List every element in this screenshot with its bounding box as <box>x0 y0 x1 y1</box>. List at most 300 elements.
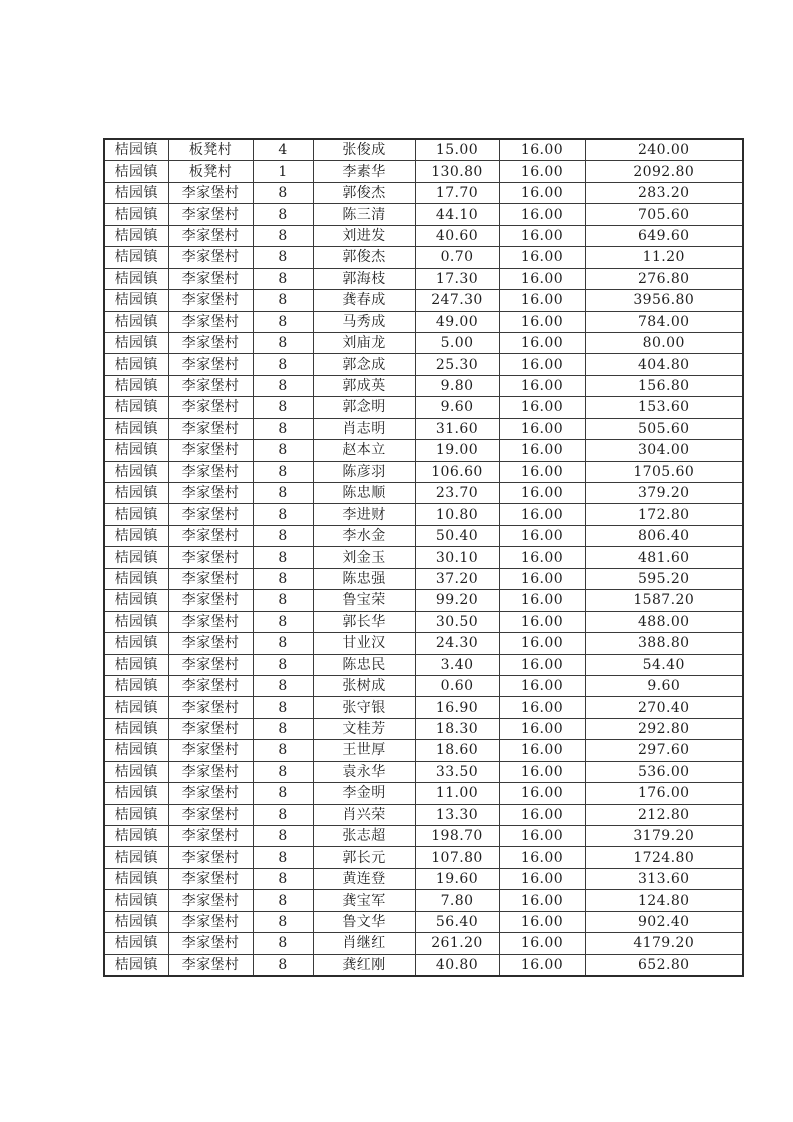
table-cell-town: 桔园镇 <box>104 633 168 654</box>
table-cell-town: 桔园镇 <box>104 611 168 632</box>
table-cell-rate: 16.00 <box>499 440 585 461</box>
table-row <box>104 740 743 761</box>
table-cell-amount: 2092.80 <box>585 161 743 182</box>
table-row <box>104 847 743 868</box>
table-cell-village: 李家堡村 <box>168 290 253 311</box>
table-cell-quantity: 40.80 <box>415 954 499 976</box>
table-cell-village: 李家堡村 <box>168 354 253 375</box>
table-cell-village: 李家堡村 <box>168 461 253 482</box>
table-cell-rate: 16.00 <box>499 933 585 954</box>
table-cell-name: 李进财 <box>313 504 415 525</box>
table-cell-name: 陈三清 <box>313 204 415 225</box>
table-cell-amount: 1724.80 <box>585 847 743 868</box>
table-cell-quantity: 56.40 <box>415 911 499 932</box>
table-cell-name: 马秀成 <box>313 311 415 332</box>
table-cell-name: 刘金玉 <box>313 547 415 568</box>
table-cell-rate: 16.00 <box>499 804 585 825</box>
table-cell-name: 鲁宝荣 <box>313 590 415 611</box>
table-cell-village: 李家堡村 <box>168 483 253 504</box>
table-cell-village: 李家堡村 <box>168 847 253 868</box>
table-row <box>104 504 743 525</box>
table-cell-amount: 292.80 <box>585 718 743 739</box>
table-cell-name: 肖继红 <box>313 933 415 954</box>
table-cell-name: 龚春成 <box>313 290 415 311</box>
table-cell-quantity: 107.80 <box>415 847 499 868</box>
table-cell-quantity: 33.50 <box>415 761 499 782</box>
table-cell-rate: 16.00 <box>499 568 585 589</box>
table-cell-group: 8 <box>253 633 313 654</box>
table-cell-group: 8 <box>253 525 313 546</box>
table-cell-amount: 153.60 <box>585 397 743 418</box>
table-cell-name: 文桂芳 <box>313 718 415 739</box>
table-cell-village: 李家堡村 <box>168 890 253 911</box>
table-cell-town: 桔园镇 <box>104 783 168 804</box>
table-cell-group: 8 <box>253 568 313 589</box>
table-cell-town: 桔园镇 <box>104 204 168 225</box>
table-cell-rate: 16.00 <box>499 954 585 976</box>
table-cell-rate: 16.00 <box>499 868 585 889</box>
table-cell-quantity: 13.30 <box>415 804 499 825</box>
table-cell-name: 陈忠强 <box>313 568 415 589</box>
table-cell-amount: 505.60 <box>585 418 743 439</box>
table-cell-name: 肖兴荣 <box>313 804 415 825</box>
table-cell-town: 桔园镇 <box>104 182 168 203</box>
table-cell-group: 8 <box>253 461 313 482</box>
table-cell-rate: 16.00 <box>499 204 585 225</box>
table-cell-rate: 16.00 <box>499 547 585 568</box>
table-cell-village: 李家堡村 <box>168 718 253 739</box>
table-cell-village: 李家堡村 <box>168 933 253 954</box>
table-row <box>104 783 743 804</box>
table-cell-amount: 3956.80 <box>585 290 743 311</box>
table-cell-quantity: 5.00 <box>415 332 499 353</box>
table-cell-town: 桔园镇 <box>104 697 168 718</box>
table-cell-group: 8 <box>253 654 313 675</box>
table-cell-group: 8 <box>253 204 313 225</box>
table-cell-town: 桔园镇 <box>104 590 168 611</box>
table-cell-group: 8 <box>253 675 313 696</box>
table-cell-quantity: 30.10 <box>415 547 499 568</box>
table-cell-group: 8 <box>253 397 313 418</box>
table-cell-name: 龚红刚 <box>313 954 415 976</box>
table-cell-amount: 124.80 <box>585 890 743 911</box>
table-cell-group: 8 <box>253 504 313 525</box>
table-cell-group: 8 <box>253 247 313 268</box>
table-row <box>104 697 743 718</box>
table-cell-rate: 16.00 <box>499 675 585 696</box>
table-row <box>104 418 743 439</box>
table-cell-amount: 388.80 <box>585 633 743 654</box>
table-cell-town: 桔园镇 <box>104 568 168 589</box>
table-cell-village: 李家堡村 <box>168 761 253 782</box>
table-cell-rate: 16.00 <box>499 718 585 739</box>
table-cell-name: 刘庙龙 <box>313 332 415 353</box>
table-cell-village: 李家堡村 <box>168 826 253 847</box>
table-cell-town: 桔园镇 <box>104 504 168 525</box>
table-cell-group: 8 <box>253 483 313 504</box>
table-cell-name: 陈忠顺 <box>313 483 415 504</box>
table-cell-group: 8 <box>253 290 313 311</box>
table-cell-group: 8 <box>253 783 313 804</box>
table-cell-name: 郭海枝 <box>313 268 415 289</box>
table-cell-quantity: 130.80 <box>415 161 499 182</box>
table-cell-amount: 784.00 <box>585 311 743 332</box>
table-cell-town: 桔园镇 <box>104 740 168 761</box>
table-cell-name: 王世厚 <box>313 740 415 761</box>
table-cell-rate: 16.00 <box>499 590 585 611</box>
table-cell-name: 陈忠民 <box>313 654 415 675</box>
table-cell-village: 李家堡村 <box>168 375 253 396</box>
table-cell-amount: 1705.60 <box>585 461 743 482</box>
table-cell-name: 郭俊杰 <box>313 182 415 203</box>
table-cell-village: 李家堡村 <box>168 397 253 418</box>
table-row <box>104 139 743 161</box>
subsidy-table <box>103 138 744 977</box>
table-cell-name: 李金明 <box>313 783 415 804</box>
table-cell-town: 桔园镇 <box>104 525 168 546</box>
table-cell-village: 李家堡村 <box>168 204 253 225</box>
table-cell-village: 李家堡村 <box>168 332 253 353</box>
table-cell-village: 李家堡村 <box>168 675 253 696</box>
table-cell-town: 桔园镇 <box>104 461 168 482</box>
table-cell-name: 赵本立 <box>313 440 415 461</box>
table-cell-rate: 16.00 <box>499 890 585 911</box>
table-cell-group: 8 <box>253 418 313 439</box>
table-cell-amount: 172.80 <box>585 504 743 525</box>
table-cell-town: 桔园镇 <box>104 247 168 268</box>
table-cell-rate: 16.00 <box>499 225 585 246</box>
table-row <box>104 161 743 182</box>
table-row <box>104 954 743 976</box>
table-cell-name: 郭念成 <box>313 354 415 375</box>
table-row <box>104 225 743 246</box>
table-cell-town: 桔园镇 <box>104 675 168 696</box>
table-cell-town: 桔园镇 <box>104 911 168 932</box>
table-cell-village: 李家堡村 <box>168 590 253 611</box>
table-cell-rate: 16.00 <box>499 761 585 782</box>
table-cell-name: 袁永华 <box>313 761 415 782</box>
table-cell-amount: 379.20 <box>585 483 743 504</box>
table-cell-village: 李家堡村 <box>168 783 253 804</box>
table-cell-amount: 297.60 <box>585 740 743 761</box>
table-cell-group: 8 <box>253 761 313 782</box>
table-cell-town: 桔园镇 <box>104 890 168 911</box>
table-cell-town: 桔园镇 <box>104 954 168 976</box>
table-cell-town: 桔园镇 <box>104 375 168 396</box>
table-cell-amount: 156.80 <box>585 375 743 396</box>
table-cell-rate: 16.00 <box>499 139 585 161</box>
table-row <box>104 332 743 353</box>
table-cell-quantity: 44.10 <box>415 204 499 225</box>
table-cell-quantity: 30.50 <box>415 611 499 632</box>
table-cell-group: 8 <box>253 354 313 375</box>
table-cell-name: 黄连登 <box>313 868 415 889</box>
table-cell-rate: 16.00 <box>499 268 585 289</box>
table-cell-rate: 16.00 <box>499 354 585 375</box>
table-cell-quantity: 31.60 <box>415 418 499 439</box>
table-cell-rate: 16.00 <box>499 611 585 632</box>
table-cell-name: 张俊成 <box>313 139 415 161</box>
table-row <box>104 911 743 932</box>
table-cell-group: 8 <box>253 890 313 911</box>
table-row <box>104 633 743 654</box>
table-cell-group: 8 <box>253 547 313 568</box>
table-cell-name: 肖志明 <box>313 418 415 439</box>
table-cell-name: 鲁文华 <box>313 911 415 932</box>
table-cell-amount: 11.20 <box>585 247 743 268</box>
table-cell-town: 桔园镇 <box>104 161 168 182</box>
table-cell-village: 李家堡村 <box>168 504 253 525</box>
table-cell-name: 李素华 <box>313 161 415 182</box>
table-cell-quantity: 9.80 <box>415 375 499 396</box>
table-cell-quantity: 3.40 <box>415 654 499 675</box>
table-cell-quantity: 50.40 <box>415 525 499 546</box>
table-cell-name: 郭长元 <box>313 847 415 868</box>
table-cell-village: 李家堡村 <box>168 954 253 976</box>
table-cell-quantity: 247.30 <box>415 290 499 311</box>
table-cell-quantity: 106.60 <box>415 461 499 482</box>
table-cell-quantity: 0.70 <box>415 247 499 268</box>
table-cell-amount: 404.80 <box>585 354 743 375</box>
table-cell-rate: 16.00 <box>499 182 585 203</box>
table-cell-rate: 16.00 <box>499 525 585 546</box>
table-cell-group: 8 <box>253 868 313 889</box>
table-cell-town: 桔园镇 <box>104 354 168 375</box>
table-cell-name: 郭念明 <box>313 397 415 418</box>
table-cell-group: 8 <box>253 718 313 739</box>
table-cell-rate: 16.00 <box>499 461 585 482</box>
table-cell-name: 郭成英 <box>313 375 415 396</box>
table-cell-amount: 652.80 <box>585 954 743 976</box>
table-cell-town: 桔园镇 <box>104 933 168 954</box>
table-cell-group: 8 <box>253 740 313 761</box>
table-cell-group: 8 <box>253 268 313 289</box>
table-cell-quantity: 9.60 <box>415 397 499 418</box>
table-cell-amount: 176.00 <box>585 783 743 804</box>
table-cell-village: 李家堡村 <box>168 311 253 332</box>
table-cell-name: 陈彦羽 <box>313 461 415 482</box>
table-cell-village: 李家堡村 <box>168 525 253 546</box>
table-row <box>104 290 743 311</box>
table-cell-quantity: 23.70 <box>415 483 499 504</box>
table-cell-quantity: 18.60 <box>415 740 499 761</box>
table-cell-village: 李家堡村 <box>168 654 253 675</box>
table-cell-rate: 16.00 <box>499 911 585 932</box>
table-cell-amount: 806.40 <box>585 525 743 546</box>
table-cell-amount: 276.80 <box>585 268 743 289</box>
table-cell-group: 8 <box>253 225 313 246</box>
table-cell-quantity: 18.30 <box>415 718 499 739</box>
table-row <box>104 311 743 332</box>
table-cell-group: 8 <box>253 697 313 718</box>
table-cell-quantity: 17.70 <box>415 182 499 203</box>
table-cell-quantity: 19.60 <box>415 868 499 889</box>
table-cell-rate: 16.00 <box>499 290 585 311</box>
table-cell-amount: 649.60 <box>585 225 743 246</box>
table-row <box>104 375 743 396</box>
table-cell-amount: 9.60 <box>585 675 743 696</box>
table-cell-village: 李家堡村 <box>168 633 253 654</box>
table-cell-rate: 16.00 <box>499 504 585 525</box>
table-cell-village: 李家堡村 <box>168 440 253 461</box>
table-cell-town: 桔园镇 <box>104 847 168 868</box>
table-row <box>104 397 743 418</box>
table-cell-village: 李家堡村 <box>168 804 253 825</box>
table-cell-quantity: 11.00 <box>415 783 499 804</box>
table-cell-quantity: 0.60 <box>415 675 499 696</box>
table-cell-quantity: 10.80 <box>415 504 499 525</box>
table-cell-town: 桔园镇 <box>104 225 168 246</box>
table-cell-amount: 1587.20 <box>585 590 743 611</box>
table-row <box>104 933 743 954</box>
table-row <box>104 804 743 825</box>
table-row <box>104 182 743 203</box>
table-cell-amount: 481.60 <box>585 547 743 568</box>
table-cell-town: 桔园镇 <box>104 761 168 782</box>
table-cell-quantity: 7.80 <box>415 890 499 911</box>
table-row <box>104 675 743 696</box>
table-cell-rate: 16.00 <box>499 783 585 804</box>
table-cell-amount: 902.40 <box>585 911 743 932</box>
table-cell-rate: 16.00 <box>499 697 585 718</box>
table-cell-group: 1 <box>253 161 313 182</box>
table-cell-amount: 240.00 <box>585 139 743 161</box>
table-cell-quantity: 198.70 <box>415 826 499 847</box>
table-cell-town: 桔园镇 <box>104 418 168 439</box>
table-cell-rate: 16.00 <box>499 397 585 418</box>
table-cell-quantity: 37.20 <box>415 568 499 589</box>
table-cell-rate: 16.00 <box>499 247 585 268</box>
table-row <box>104 268 743 289</box>
table-cell-town: 桔园镇 <box>104 868 168 889</box>
table-cell-town: 桔园镇 <box>104 718 168 739</box>
table-cell-village: 李家堡村 <box>168 868 253 889</box>
table-row <box>104 483 743 504</box>
table-cell-village: 板凳村 <box>168 139 253 161</box>
table-cell-town: 桔园镇 <box>104 139 168 161</box>
table-cell-rate: 16.00 <box>499 740 585 761</box>
table-cell-village: 板凳村 <box>168 161 253 182</box>
table-cell-group: 8 <box>253 826 313 847</box>
table-cell-amount: 80.00 <box>585 332 743 353</box>
table-cell-group: 8 <box>253 911 313 932</box>
table-row <box>104 890 743 911</box>
table-cell-village: 李家堡村 <box>168 611 253 632</box>
table-cell-group: 8 <box>253 375 313 396</box>
table-cell-village: 李家堡村 <box>168 911 253 932</box>
table-cell-amount: 3179.20 <box>585 826 743 847</box>
table-row <box>104 868 743 889</box>
table-cell-town: 桔园镇 <box>104 268 168 289</box>
table-cell-town: 桔园镇 <box>104 440 168 461</box>
table-cell-group: 8 <box>253 954 313 976</box>
table-row <box>104 568 743 589</box>
table-cell-village: 李家堡村 <box>168 225 253 246</box>
table-cell-group: 8 <box>253 611 313 632</box>
table-cell-village: 李家堡村 <box>168 740 253 761</box>
table-cell-amount: 54.40 <box>585 654 743 675</box>
table-row <box>104 718 743 739</box>
table-cell-group: 8 <box>253 933 313 954</box>
table-row <box>104 611 743 632</box>
table-cell-village: 李家堡村 <box>168 247 253 268</box>
table-cell-name: 张守银 <box>313 697 415 718</box>
table-cell-amount: 4179.20 <box>585 933 743 954</box>
table-cell-group: 8 <box>253 847 313 868</box>
table-row <box>104 525 743 546</box>
table-cell-name: 刘进发 <box>313 225 415 246</box>
table-cell-quantity: 17.30 <box>415 268 499 289</box>
table-cell-town: 桔园镇 <box>104 804 168 825</box>
table-cell-town: 桔园镇 <box>104 483 168 504</box>
table-cell-town: 桔园镇 <box>104 654 168 675</box>
table-row <box>104 204 743 225</box>
table-row <box>104 590 743 611</box>
table-cell-amount: 313.60 <box>585 868 743 889</box>
table-cell-amount: 705.60 <box>585 204 743 225</box>
table-cell-rate: 16.00 <box>499 483 585 504</box>
table-cell-name: 龚宝军 <box>313 890 415 911</box>
table-cell-rate: 16.00 <box>499 633 585 654</box>
table-cell-village: 李家堡村 <box>168 182 253 203</box>
table-cell-village: 李家堡村 <box>168 568 253 589</box>
table-row <box>104 440 743 461</box>
table-cell-town: 桔园镇 <box>104 826 168 847</box>
table-row <box>104 354 743 375</box>
table-cell-group: 8 <box>253 590 313 611</box>
table-cell-group: 8 <box>253 332 313 353</box>
table-cell-quantity: 25.30 <box>415 354 499 375</box>
table-cell-quantity: 261.20 <box>415 933 499 954</box>
table-cell-group: 8 <box>253 440 313 461</box>
table-cell-name: 郭长华 <box>313 611 415 632</box>
table-cell-group: 8 <box>253 804 313 825</box>
table-cell-quantity: 15.00 <box>415 139 499 161</box>
table-cell-name: 甘业汉 <box>313 633 415 654</box>
table-cell-rate: 16.00 <box>499 161 585 182</box>
table-cell-name: 李水金 <box>313 525 415 546</box>
table-cell-rate: 16.00 <box>499 654 585 675</box>
table-cell-group: 4 <box>253 139 313 161</box>
table-cell-amount: 270.40 <box>585 697 743 718</box>
table-cell-town: 桔园镇 <box>104 547 168 568</box>
table-cell-quantity: 16.90 <box>415 697 499 718</box>
table-cell-village: 李家堡村 <box>168 418 253 439</box>
table-cell-amount: 488.00 <box>585 611 743 632</box>
table-row <box>104 461 743 482</box>
table-cell-town: 桔园镇 <box>104 332 168 353</box>
table-cell-group: 8 <box>253 311 313 332</box>
table-row <box>104 761 743 782</box>
table-cell-amount: 304.00 <box>585 440 743 461</box>
table-cell-village: 李家堡村 <box>168 697 253 718</box>
table-body <box>104 139 743 976</box>
table-row <box>104 826 743 847</box>
table-cell-rate: 16.00 <box>499 847 585 868</box>
table-cell-rate: 16.00 <box>499 418 585 439</box>
table-cell-quantity: 40.60 <box>415 225 499 246</box>
table-cell-rate: 16.00 <box>499 311 585 332</box>
table-row <box>104 654 743 675</box>
table-row <box>104 547 743 568</box>
table-cell-group: 8 <box>253 182 313 203</box>
table-cell-quantity: 24.30 <box>415 633 499 654</box>
table-row <box>104 247 743 268</box>
table-cell-rate: 16.00 <box>499 375 585 396</box>
table-cell-town: 桔园镇 <box>104 311 168 332</box>
table-cell-rate: 16.00 <box>499 826 585 847</box>
table-cell-quantity: 99.20 <box>415 590 499 611</box>
